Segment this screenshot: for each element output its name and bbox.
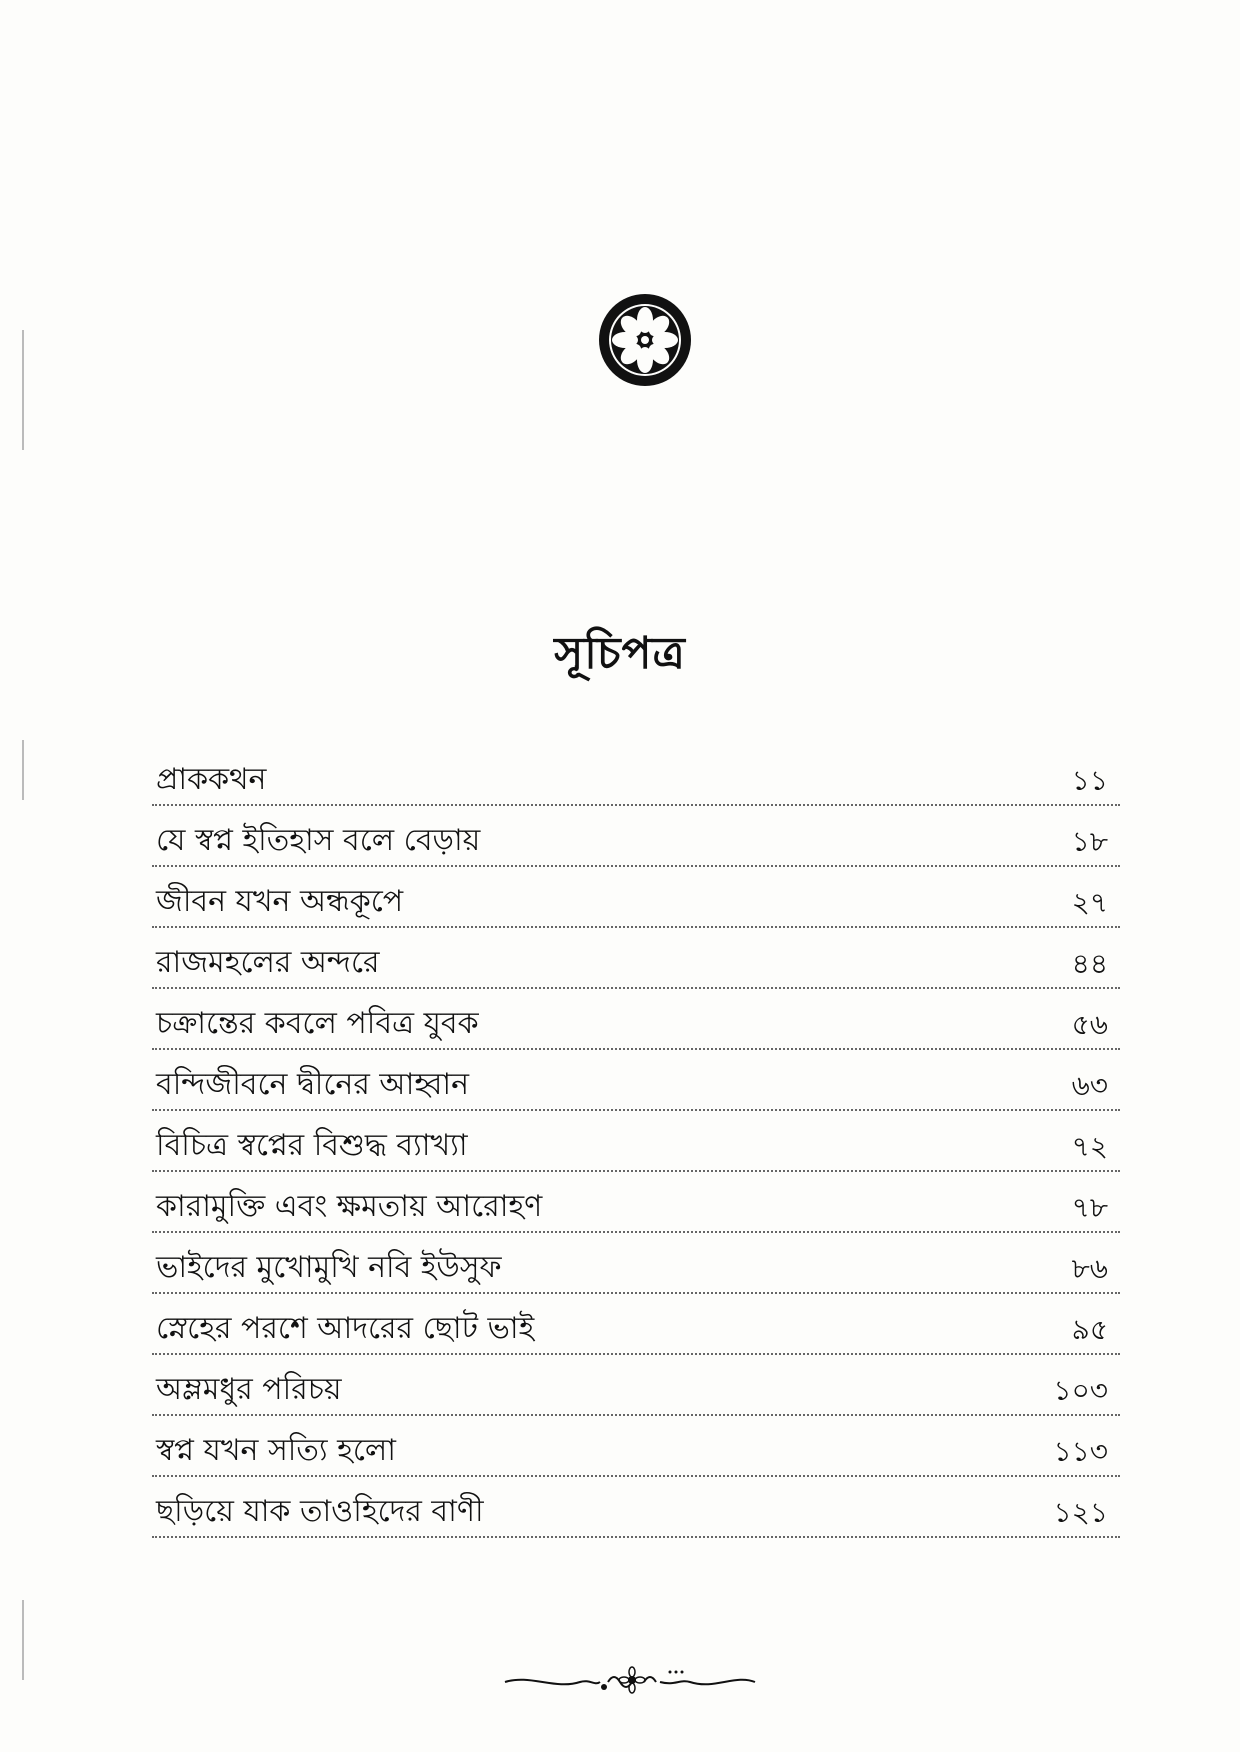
toc-entry-page-number: ৮৬ [1071, 1252, 1108, 1286]
toc-entry [152, 1233, 1120, 1294]
toc-entry-title: চক্রান্তের কবলে পবিত্র যুবক [156, 1006, 479, 1041]
toc-entry-page-number: ১৮ [1071, 825, 1108, 859]
toc-entry-page-number: ১১৩ [1053, 1435, 1108, 1469]
toc-entry [152, 1294, 1120, 1355]
toc-entry [152, 1172, 1120, 1233]
toc-entry [152, 989, 1120, 1050]
toc-entry-page-number: ১২১ [1053, 1496, 1108, 1530]
toc-entry-page-number: ৯৫ [1071, 1313, 1108, 1347]
toc-entry [152, 1477, 1120, 1538]
toc-entry-title: ভাইদের মুখোমুখি নবি ইউসুফ [156, 1250, 502, 1285]
toc-entry-page-number: ১০৩ [1053, 1374, 1108, 1408]
toc-entry-title: স্বপ্ন যখন সত্যি হলো [156, 1433, 396, 1468]
toc-entry [152, 806, 1120, 867]
floral-flourish-icon [500, 1660, 760, 1700]
toc-entry [152, 1050, 1120, 1111]
toc-entry-title: বিচিত্র স্বপ্নের বিশুদ্ধ ব্যাখ্যা [156, 1128, 468, 1163]
table-of-contents [152, 745, 1120, 1538]
toc-entry-page-number: ৭২ [1071, 1130, 1108, 1164]
toc-entry [152, 1355, 1120, 1416]
toc-entry [152, 928, 1120, 989]
toc-entry-page-number: ৭৮ [1071, 1191, 1108, 1225]
toc-entry-title: বন্দিজীবনে দ্বীনের আহ্বান [156, 1067, 469, 1102]
toc-entry-title: অম্লমধুর পরিচয় [156, 1372, 342, 1407]
scan-edge-mark [22, 740, 24, 800]
toc-entry-title: যে স্বপ্ন ইতিহাস বলে বেড়ায় [156, 823, 481, 858]
toc-entry [152, 745, 1120, 806]
toc-entry [152, 1111, 1120, 1172]
toc-entry-page-number: ৪৪ [1071, 947, 1108, 981]
toc-entry-title: ছড়িয়ে যাক তাওহিদের বাণী [156, 1494, 484, 1529]
toc-entry-title: জীবন যখন অন্ধকূপে [156, 884, 404, 919]
toc-entry-title: স্নেহের পরশে আদরের ছোট ভাই [156, 1311, 535, 1346]
toc-entry-title: কারামুক্তি এবং ক্ষমতায় আরোহণ [156, 1189, 543, 1224]
scan-edge-mark [22, 1600, 24, 1680]
toc-entry-page-number: ১১ [1071, 764, 1108, 798]
toc-entry [152, 1416, 1120, 1477]
toc-entry-page-number: ৫৬ [1071, 1008, 1108, 1042]
toc-entry-page-number: ৬৩ [1071, 1069, 1108, 1103]
page-title: সূচিপত্র [554, 628, 686, 679]
scan-edge-mark [22, 330, 24, 450]
flower-circle-icon [595, 290, 695, 390]
toc-entry-title: প্রাককথন [156, 762, 267, 797]
toc-entry-title: রাজমহলের অন্দরে [156, 945, 380, 980]
toc-entry-page-number: ২৭ [1071, 886, 1108, 920]
toc-entry [152, 867, 1120, 928]
